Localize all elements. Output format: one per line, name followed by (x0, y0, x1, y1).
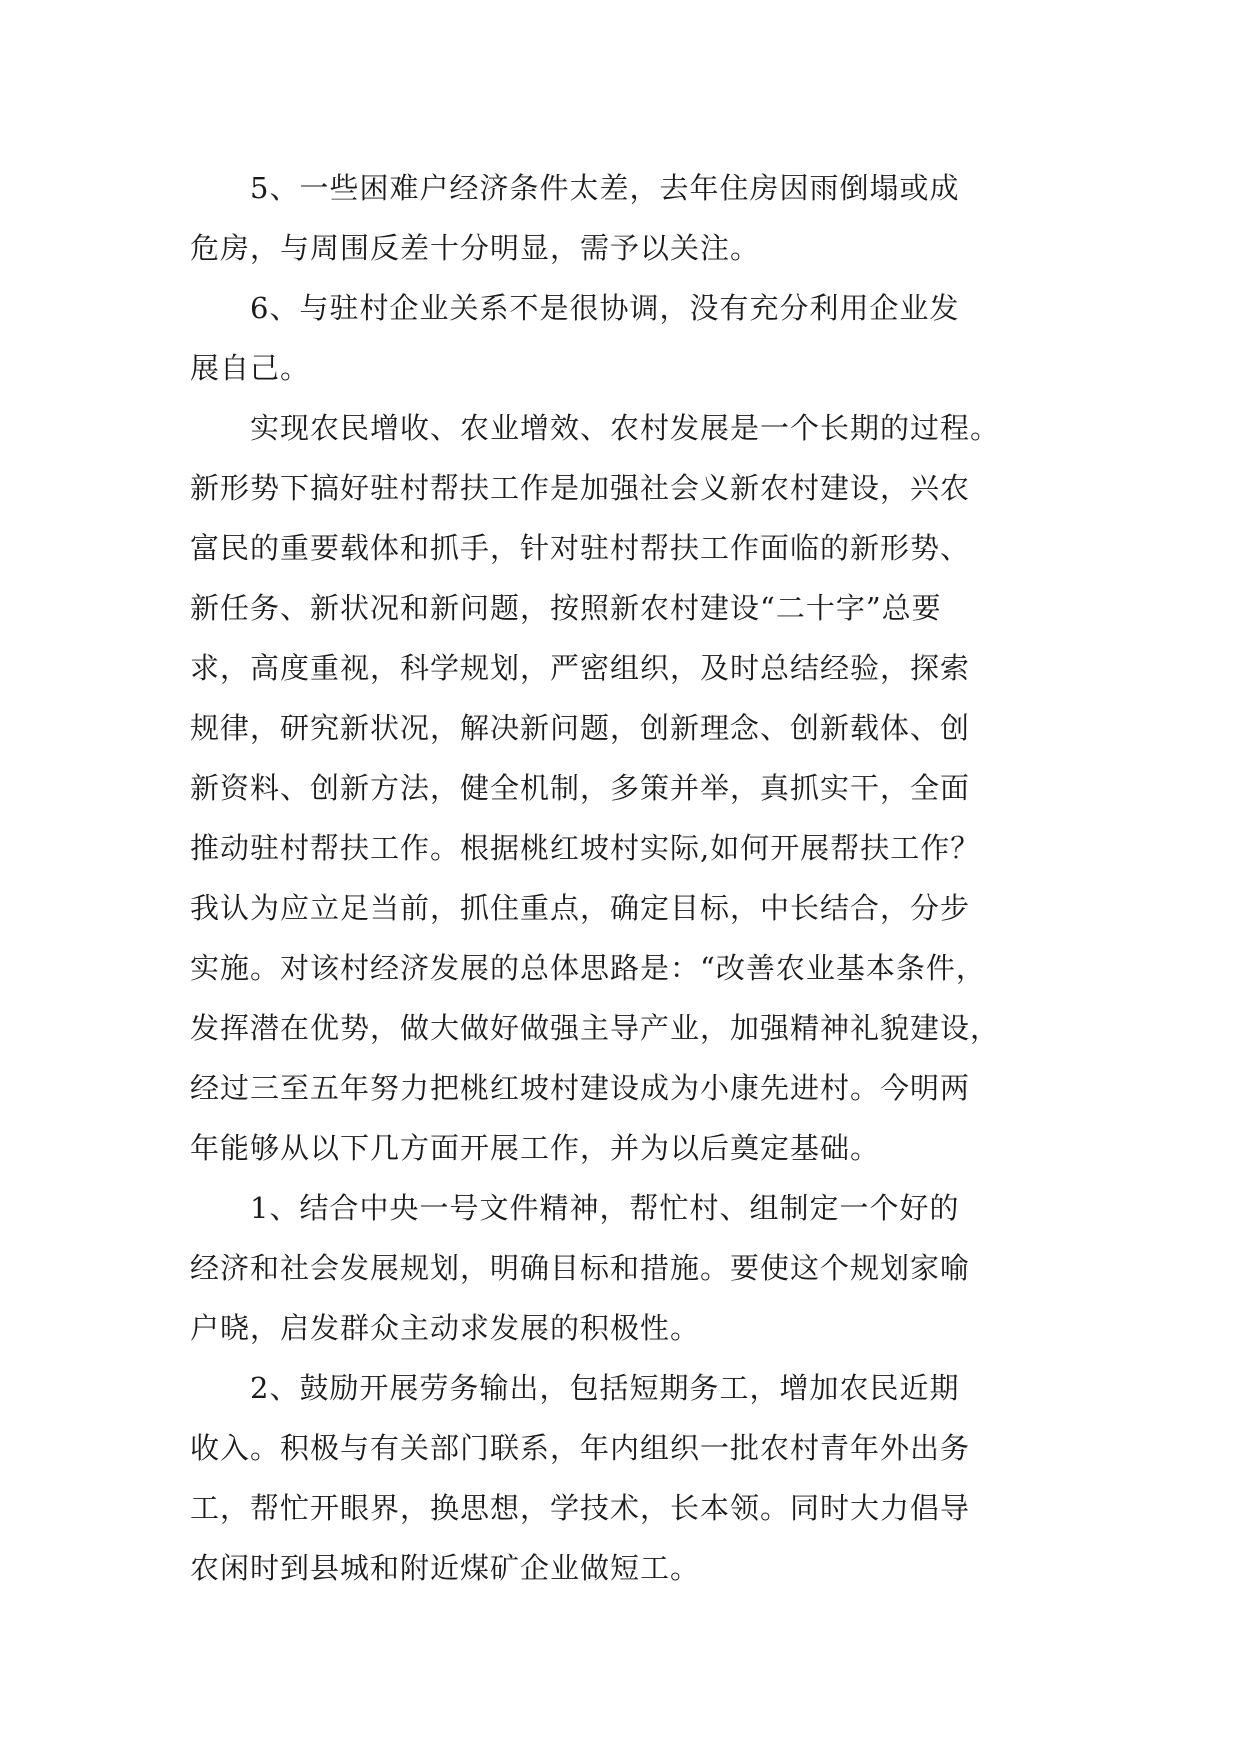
text-line: 危房，与周围反差十分明显，需予以关注。 (190, 231, 761, 265)
text-line: 我认为应立足当前，抓住重点，确定目标，中长结合，分步 (190, 891, 971, 925)
text-line: 6、与驻村企业关系不是很协调，没有充分利用企业发 (250, 291, 960, 325)
text-line: 年能够从以下几方面开展工作，并为以后奠定基础。 (190, 1131, 881, 1165)
text-line: 经过三至五年努力把桃红坡村建设成为小康先进村。今明两 (190, 1071, 971, 1105)
text-line: 新资料、创新方法，健全机制，多策并举，真抓实干，全面 (190, 771, 971, 805)
text-line: 农闲时到县城和附近煤矿企业做短工。 (190, 1551, 701, 1585)
text-line: 2、鼓励开展劳务输出，包括短期务工，增加农民近期 (250, 1371, 960, 1405)
text-line: 新任务、新状况和新问题，按照新农村建设“二十字”总要 (190, 591, 942, 625)
text-line: 5、一些困难户经济条件太差，去年住房因雨倒塌或成 (250, 171, 960, 205)
text-line: 工，帮忙开眼界，换思想，学技术，长本领。同时大力倡导 (190, 1491, 971, 1525)
document-body (190, 158, 1070, 1598)
text-line: 富民的重要载体和抓手，针对驻村帮扶工作面临的新形势、 (190, 531, 971, 565)
text-line: 展自己。 (190, 351, 311, 385)
text-line: 户晓，启发群众主动求发展的积极性。 (190, 1311, 701, 1345)
text-line: 求，高度重视，科学规划，严密组织，及时总结经验，探索 (190, 651, 971, 685)
text-line: 经济和社会发展规划，明确目标和措施。要使这个规划家喻 (190, 1251, 971, 1285)
text-line: 收入。积极与有关部门联系，年内组织一批农村青年外出务 (190, 1431, 971, 1465)
text-line: 1、结合中央一号文件精神，帮忙村、组制定一个好的 (250, 1191, 960, 1225)
text-line: 发挥潜在优势，做大做好做强主导产业，加强精神礼貌建设， (190, 1011, 1001, 1045)
text-line: 实施。对该村经济发展的总体思路是：“改善农业基本条件， (190, 951, 986, 985)
text-line: 规律，研究新状况，解决新问题，创新理念、创新载体、创 (190, 711, 971, 745)
text-line: 实现农民增收、农业增效、农村发展是一个长期的过程。 (250, 411, 1001, 445)
text-line: 新形势下搞好驻村帮扶工作是加强社会义新农村建设，兴农 (190, 471, 971, 505)
text-line: 推动驻村帮扶工作。根据桃红坡村实际,如何开展帮扶工作？ (190, 831, 981, 865)
